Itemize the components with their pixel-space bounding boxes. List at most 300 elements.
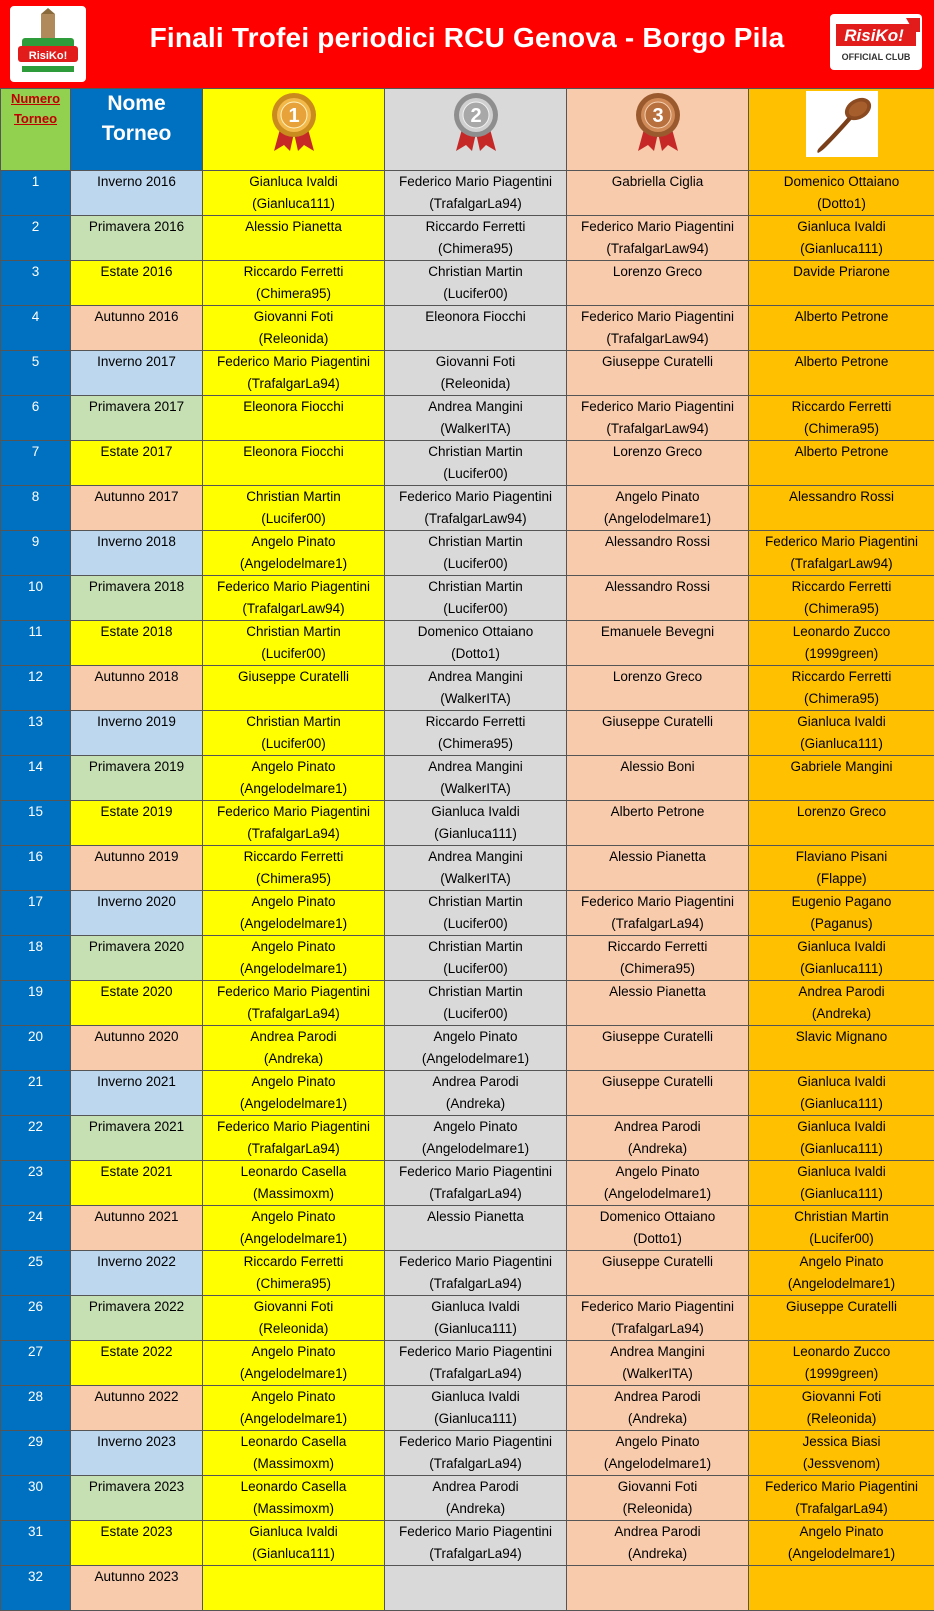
- player-name: Christian Martin: [203, 486, 384, 508]
- first-place-cell: [203, 936, 385, 981]
- player-nickname: (Lucifer00): [385, 283, 566, 305]
- player-nickname: (Andreka): [203, 1048, 384, 1070]
- column-header-numero: Numero Torneo: [1, 89, 71, 171]
- table-row: [1, 1431, 934, 1476]
- player-name: Gianluca Ivaldi: [385, 1296, 566, 1318]
- tournament-number: 25: [1, 1251, 71, 1296]
- first-place-cell: [203, 441, 385, 486]
- player-name: Andrea Mangini: [385, 846, 566, 868]
- player-nickname: (TrafalgarLaw94): [749, 553, 934, 575]
- player-name: Angelo Pinato: [385, 1026, 566, 1048]
- tournament-number: 24: [1, 1206, 71, 1251]
- tournament-number: 14: [1, 756, 71, 801]
- player-nickname: (Angelodelmare1): [749, 1543, 934, 1565]
- player-nickname: (WalkerITA): [385, 868, 566, 890]
- player-name: Angelo Pinato: [749, 1251, 934, 1273]
- tournament-name: Estate 2022: [71, 1341, 203, 1386]
- tournament-name: Primavera 2020: [71, 936, 203, 981]
- player-nickname: (TrafalgarLa94): [749, 1498, 934, 1520]
- tournament-name: Inverno 2021: [71, 1071, 203, 1116]
- second-place-cell: [385, 1341, 567, 1386]
- tournament-name: Inverno 2022: [71, 1251, 203, 1296]
- player-nickname: (Chimera95): [203, 868, 384, 890]
- player-nickname: (TrafalgarLa94): [567, 1318, 748, 1340]
- player-nickname: (Chimera95): [385, 733, 566, 755]
- player-nickname: (Releonida): [203, 1318, 384, 1340]
- player-name: Angelo Pinato: [567, 1431, 748, 1453]
- second-place-cell: [385, 576, 567, 621]
- player-nickname: (TrafalgarLa94): [567, 913, 748, 935]
- player-nickname: (Jessvenom): [749, 1453, 934, 1475]
- player-nickname: (Gianluca111): [749, 1138, 934, 1160]
- player-name: Domenico Ottaiano: [749, 171, 934, 193]
- gold-medal-icon: [266, 89, 322, 153]
- first-place-cell: [203, 486, 385, 531]
- player-nickname: (TrafalgarLa94): [385, 1453, 566, 1475]
- player-nickname: (Angelodelmare1): [203, 958, 384, 980]
- player-name: Eleonora Fiocchi: [203, 441, 384, 463]
- player-nickname: (TrafalgarLa94): [385, 193, 566, 215]
- player-nickname: (Angelodelmare1): [567, 1183, 748, 1205]
- player-name: Andrea Parodi: [385, 1071, 566, 1093]
- player-name: Andrea Mangini: [385, 396, 566, 418]
- first-place-cell: [203, 711, 385, 756]
- player-nickname: (Chimera95): [203, 283, 384, 305]
- table-row: [1, 486, 934, 531]
- player-name: Angelo Pinato: [203, 1206, 384, 1228]
- player-nickname: (Lucifer00): [385, 958, 566, 980]
- tournament-number: 9: [1, 531, 71, 576]
- player-nickname: (TrafalgarLa94): [203, 1138, 384, 1160]
- third-place-cell: [567, 531, 749, 576]
- second-place-cell: [385, 1431, 567, 1476]
- tournament-number: 8: [1, 486, 71, 531]
- player-name: Alessandro Rossi: [567, 531, 748, 553]
- player-name: Angelo Pinato: [567, 1161, 748, 1183]
- player-nickname: (Dotto1): [567, 1228, 748, 1250]
- tournament-number: 32: [1, 1566, 71, 1611]
- player-name: Federico Mario Piagentini: [567, 306, 748, 328]
- player-name: Leonardo Zucco: [749, 621, 934, 643]
- tournament-number: 1: [1, 171, 71, 216]
- tournament-name: Primavera 2018: [71, 576, 203, 621]
- player-nickname: (Lucifer00): [385, 913, 566, 935]
- third-place-cell: [567, 846, 749, 891]
- spoon-cell: [749, 1116, 934, 1161]
- player-name: Christian Martin: [385, 261, 566, 283]
- player-name: Federico Mario Piagentini: [385, 1431, 566, 1453]
- tournament-number: 23: [1, 1161, 71, 1206]
- player-nickname: (Releonida): [203, 328, 384, 350]
- player-name: Davide Priarone: [749, 261, 934, 283]
- player-name: Andrea Mangini: [567, 1341, 748, 1363]
- table-row: [1, 216, 934, 261]
- svg-text:RisiKo!: RisiKo!: [29, 50, 68, 62]
- player-name: Alberto Petrone: [749, 351, 934, 373]
- tournament-name: Autunno 2018: [71, 666, 203, 711]
- third-place-cell: [567, 981, 749, 1026]
- player-name: Christian Martin: [203, 711, 384, 733]
- first-place-cell: [203, 1431, 385, 1476]
- player-name: Giuseppe Curatelli: [567, 1026, 748, 1048]
- player-name: Federico Mario Piagentini: [567, 216, 748, 238]
- third-place-cell: [567, 306, 749, 351]
- table-row: [1, 396, 934, 441]
- svg-text:OFFICIAL CLUB: OFFICIAL CLUB: [842, 52, 911, 62]
- table-row: [1, 621, 934, 666]
- first-place-cell: [203, 981, 385, 1026]
- player-nickname: (Releonida): [749, 1408, 934, 1430]
- player-nickname: (TrafalgarLa94): [385, 1273, 566, 1295]
- player-nickname: (Lucifer00): [203, 643, 384, 665]
- spoon-cell: [749, 486, 934, 531]
- player-name: Federico Mario Piagentini: [203, 1116, 384, 1138]
- tournament-number: 27: [1, 1341, 71, 1386]
- table-row: [1, 171, 934, 216]
- player-name: Angelo Pinato: [749, 1521, 934, 1543]
- player-name: Lorenzo Greco: [567, 666, 748, 688]
- second-place-cell: [385, 396, 567, 441]
- player-nickname: (Andreka): [567, 1543, 748, 1565]
- player-name: Federico Mario Piagentini: [385, 1251, 566, 1273]
- third-place-cell: [567, 1521, 749, 1566]
- second-place-cell: [385, 936, 567, 981]
- third-place-cell: [567, 171, 749, 216]
- player-name: Gianluca Ivaldi: [385, 801, 566, 823]
- player-name: Gianluca Ivaldi: [749, 1071, 934, 1093]
- spoon-cell: [749, 306, 934, 351]
- player-name: Leonardo Casella: [203, 1431, 384, 1453]
- tournament-name: Primavera 2023: [71, 1476, 203, 1521]
- player-nickname: (Chimera95): [749, 598, 934, 620]
- second-place-cell: [385, 216, 567, 261]
- spoon-cell: [749, 1521, 934, 1566]
- player-name: Federico Mario Piagentini: [385, 486, 566, 508]
- first-place-cell: [203, 171, 385, 216]
- player-name: Giovanni Foti: [567, 1476, 748, 1498]
- player-nickname: (TrafalgarLa94): [203, 1003, 384, 1025]
- player-name: Lorenzo Greco: [567, 261, 748, 283]
- spoon-cell: [749, 891, 934, 936]
- third-place-cell: [567, 1296, 749, 1341]
- player-name: Federico Mario Piagentini: [385, 1161, 566, 1183]
- third-place-cell: [567, 576, 749, 621]
- second-place-cell: [385, 441, 567, 486]
- player-nickname: (TrafalgarLa94): [385, 1543, 566, 1565]
- player-name: Riccardo Ferretti: [385, 711, 566, 733]
- player-name: Federico Mario Piagentini: [749, 531, 934, 553]
- first-place-cell: [203, 1566, 385, 1611]
- table-row: [1, 981, 934, 1026]
- player-name: Riccardo Ferretti: [203, 261, 384, 283]
- player-name: Christian Martin: [385, 981, 566, 1003]
- tournament-number: 26: [1, 1296, 71, 1341]
- table-row: [1, 1026, 934, 1071]
- player-nickname: (Angelodelmare1): [203, 553, 384, 575]
- player-nickname: (Gianluca111): [203, 193, 384, 215]
- player-name: Alessandro Rossi: [749, 486, 934, 508]
- player-name: Andrea Parodi: [567, 1386, 748, 1408]
- second-place-cell: [385, 756, 567, 801]
- player-nickname: (Gianluca111): [749, 238, 934, 260]
- player-name: Alessandro Rossi: [567, 576, 748, 598]
- tournament-name: Inverno 2017: [71, 351, 203, 396]
- player-name: Gianluca Ivaldi: [749, 1116, 934, 1138]
- player-name: Christian Martin: [385, 936, 566, 958]
- player-name: Angelo Pinato: [203, 1071, 384, 1093]
- table-row: [1, 531, 934, 576]
- spoon-cell: [749, 1026, 934, 1071]
- second-place-cell: [385, 1071, 567, 1116]
- svg-text:RisiKo!: RisiKo!: [844, 26, 904, 45]
- page-title: Finali Trofei periodici RCU Genova - Borgo Pila: [0, 22, 934, 54]
- tournament-number: 30: [1, 1476, 71, 1521]
- spoon-cell: [749, 846, 934, 891]
- player-name: Giuseppe Curatelli: [567, 711, 748, 733]
- first-place-cell: [203, 801, 385, 846]
- tournament-name: Inverno 2018: [71, 531, 203, 576]
- player-nickname: (Massimoxm): [203, 1498, 384, 1520]
- player-nickname: (Chimera95): [749, 688, 934, 710]
- table-row: [1, 1566, 934, 1611]
- first-place-cell: [203, 1206, 385, 1251]
- second-place-cell: [385, 801, 567, 846]
- tournament-name: Primavera 2017: [71, 396, 203, 441]
- player-name: Giuseppe Curatelli: [567, 1251, 748, 1273]
- second-place-cell: [385, 1476, 567, 1521]
- third-place-cell: [567, 1431, 749, 1476]
- third-place-cell: [567, 711, 749, 756]
- table-row: [1, 1161, 934, 1206]
- first-place-cell: [203, 666, 385, 711]
- player-name: Riccardo Ferretti: [203, 1251, 384, 1273]
- player-name: Christian Martin: [385, 441, 566, 463]
- player-nickname: (Andreka): [385, 1093, 566, 1115]
- player-nickname: (TrafalgarLaw94): [567, 328, 748, 350]
- player-nickname: (TrafalgarLaw94): [567, 418, 748, 440]
- third-place-cell: [567, 351, 749, 396]
- player-name: Giovanni Foti: [749, 1386, 934, 1408]
- second-place-cell: [385, 1116, 567, 1161]
- second-place-cell: [385, 1386, 567, 1431]
- player-nickname: (Flappe): [749, 868, 934, 890]
- player-nickname: (Gianluca111): [385, 823, 566, 845]
- player-name: Gianluca Ivaldi: [385, 1386, 566, 1408]
- player-name: Angelo Pinato: [203, 531, 384, 553]
- tournament-name: Estate 2019: [71, 801, 203, 846]
- table-row: [1, 1296, 934, 1341]
- second-place-cell: [385, 666, 567, 711]
- player-name: Alberto Petrone: [567, 801, 748, 823]
- player-nickname: (WalkerITA): [567, 1363, 748, 1385]
- first-place-cell: [203, 1476, 385, 1521]
- tournament-name: Primavera 2016: [71, 216, 203, 261]
- table-row: [1, 1251, 934, 1296]
- tournament-number: 7: [1, 441, 71, 486]
- player-name: Angelo Pinato: [203, 936, 384, 958]
- player-nickname: (WalkerITA): [385, 418, 566, 440]
- player-nickname: (Releonida): [567, 1498, 748, 1520]
- first-place-cell: [203, 576, 385, 621]
- tournament-name: Inverno 2016: [71, 171, 203, 216]
- player-name: Alessio Pianetta: [567, 846, 748, 868]
- player-nickname: (TrafalgarLa94): [203, 373, 384, 395]
- spoon-cell: [749, 936, 934, 981]
- table-row: [1, 1476, 934, 1521]
- player-name: Gianluca Ivaldi: [749, 711, 934, 733]
- player-name: Eugenio Pagano: [749, 891, 934, 913]
- tournament-name: Estate 2017: [71, 441, 203, 486]
- silver-medal-icon: [448, 89, 504, 153]
- title-bar: [0, 0, 934, 89]
- first-place-cell: [203, 1071, 385, 1116]
- player-nickname: (Lucifer00): [385, 553, 566, 575]
- tournament-number: 15: [1, 801, 71, 846]
- table-row: [1, 666, 934, 711]
- player-nickname: (Massimoxm): [203, 1183, 384, 1205]
- bronze-medal-icon: [630, 89, 686, 153]
- player-name: Riccardo Ferretti: [749, 666, 934, 688]
- player-nickname: (WalkerITA): [385, 688, 566, 710]
- player-name: Federico Mario Piagentini: [385, 171, 566, 193]
- spoon-cell: [749, 1386, 934, 1431]
- tournament-number: 5: [1, 351, 71, 396]
- player-name: Riccardo Ferretti: [749, 576, 934, 598]
- spoon-cell: [749, 621, 934, 666]
- player-name: Riccardo Ferretti: [749, 396, 934, 418]
- tournament-name: Estate 2020: [71, 981, 203, 1026]
- table-row: [1, 1386, 934, 1431]
- spoon-cell: [749, 1161, 934, 1206]
- player-nickname: (Dotto1): [385, 643, 566, 665]
- first-place-cell: [203, 756, 385, 801]
- tournament-number: 16: [1, 846, 71, 891]
- first-place-cell: [203, 261, 385, 306]
- tournament-name: Inverno 2023: [71, 1431, 203, 1476]
- third-place-cell: [567, 1206, 749, 1251]
- column-header-second: [385, 89, 567, 171]
- player-nickname: (TrafalgarLa94): [385, 1183, 566, 1205]
- player-nickname: (Lucifer00): [385, 598, 566, 620]
- player-nickname: (Angelodelmare1): [385, 1048, 566, 1070]
- player-nickname: (Chimera95): [203, 1273, 384, 1295]
- second-place-cell: [385, 711, 567, 756]
- player-nickname: (Gianluca111): [203, 1543, 384, 1565]
- spoon-cell: [749, 216, 934, 261]
- second-place-cell: [385, 981, 567, 1026]
- column-header-first: [203, 89, 385, 171]
- player-nickname: (Angelodelmare1): [203, 778, 384, 800]
- spoon-cell: [749, 1071, 934, 1116]
- second-place-cell: [385, 846, 567, 891]
- third-place-cell: [567, 936, 749, 981]
- player-name: Gabriella Ciglia: [567, 171, 748, 193]
- player-name: Gianluca Ivaldi: [203, 1521, 384, 1543]
- tournament-name: Autunno 2019: [71, 846, 203, 891]
- player-nickname: (Andreka): [567, 1408, 748, 1430]
- tournament-number: 21: [1, 1071, 71, 1116]
- player-name: Gianluca Ivaldi: [203, 171, 384, 193]
- player-nickname: (1999green): [749, 643, 934, 665]
- first-place-cell: [203, 1026, 385, 1071]
- table-row: [1, 1341, 934, 1386]
- first-place-cell: [203, 306, 385, 351]
- player-name: Angelo Pinato: [385, 1116, 566, 1138]
- tournament-name: Autunno 2021: [71, 1206, 203, 1251]
- player-nickname: (TrafalgarLaw94): [203, 598, 384, 620]
- second-place-cell: [385, 621, 567, 666]
- player-name: Giovanni Foti: [203, 1296, 384, 1318]
- tournament-name: Inverno 2019: [71, 711, 203, 756]
- player-name: Federico Mario Piagentini: [385, 1521, 566, 1543]
- player-name: Christian Martin: [385, 891, 566, 913]
- third-place-cell: [567, 1251, 749, 1296]
- spoon-cell: [749, 711, 934, 756]
- player-nickname: (Gianluca111): [385, 1408, 566, 1430]
- player-name: Christian Martin: [385, 531, 566, 553]
- player-nickname: (Lucifer00): [385, 463, 566, 485]
- tournament-number: 31: [1, 1521, 71, 1566]
- spoon-cell: [749, 351, 934, 396]
- third-place-cell: [567, 1341, 749, 1386]
- player-name: Lorenzo Greco: [567, 441, 748, 463]
- player-name: Alessio Boni: [567, 756, 748, 778]
- player-nickname: (Chimera95): [749, 418, 934, 440]
- player-name: Andrea Parodi: [567, 1521, 748, 1543]
- tournament-name: Primavera 2021: [71, 1116, 203, 1161]
- spoon-cell: [749, 756, 934, 801]
- player-nickname: (Lucifer00): [749, 1228, 934, 1250]
- player-name: Andrea Mangini: [385, 756, 566, 778]
- player-nickname: (Lucifer00): [203, 733, 384, 755]
- tournament-number: 13: [1, 711, 71, 756]
- third-place-cell: [567, 216, 749, 261]
- tournament-number: 18: [1, 936, 71, 981]
- player-name: Andrea Parodi: [567, 1116, 748, 1138]
- tournament-number: 12: [1, 666, 71, 711]
- second-place-cell: [385, 306, 567, 351]
- player-nickname: (Lucifer00): [203, 508, 384, 530]
- player-name: Christian Martin: [203, 621, 384, 643]
- player-name: Federico Mario Piagentini: [203, 351, 384, 373]
- player-name: Emanuele Bevegni: [567, 621, 748, 643]
- tournament-name: Primavera 2022: [71, 1296, 203, 1341]
- third-place-cell: [567, 891, 749, 936]
- tournament-number: 10: [1, 576, 71, 621]
- spoon-cell: [749, 1341, 934, 1386]
- spoon-cell: [749, 396, 934, 441]
- player-nickname: (Chimera95): [567, 958, 748, 980]
- player-name: Angelo Pinato: [203, 1386, 384, 1408]
- third-place-cell: [567, 486, 749, 531]
- spoon-cell: [749, 801, 934, 846]
- player-name: Federico Mario Piagentini: [203, 981, 384, 1003]
- first-place-cell: [203, 1251, 385, 1296]
- tournament-name: Inverno 2020: [71, 891, 203, 936]
- player-nickname: (Angelodelmare1): [203, 1228, 384, 1250]
- spoon-cell: [749, 1566, 934, 1611]
- player-name: Christian Martin: [749, 1206, 934, 1228]
- player-name: Jessica Biasi: [749, 1431, 934, 1453]
- player-nickname: (Angelodelmare1): [203, 913, 384, 935]
- wooden-spoon-icon: [804, 89, 880, 159]
- first-place-cell: [203, 891, 385, 936]
- player-name: Riccardo Ferretti: [203, 846, 384, 868]
- spoon-cell: [749, 981, 934, 1026]
- player-name: Andrea Parodi: [749, 981, 934, 1003]
- second-place-cell: [385, 1206, 567, 1251]
- first-place-cell: [203, 396, 385, 441]
